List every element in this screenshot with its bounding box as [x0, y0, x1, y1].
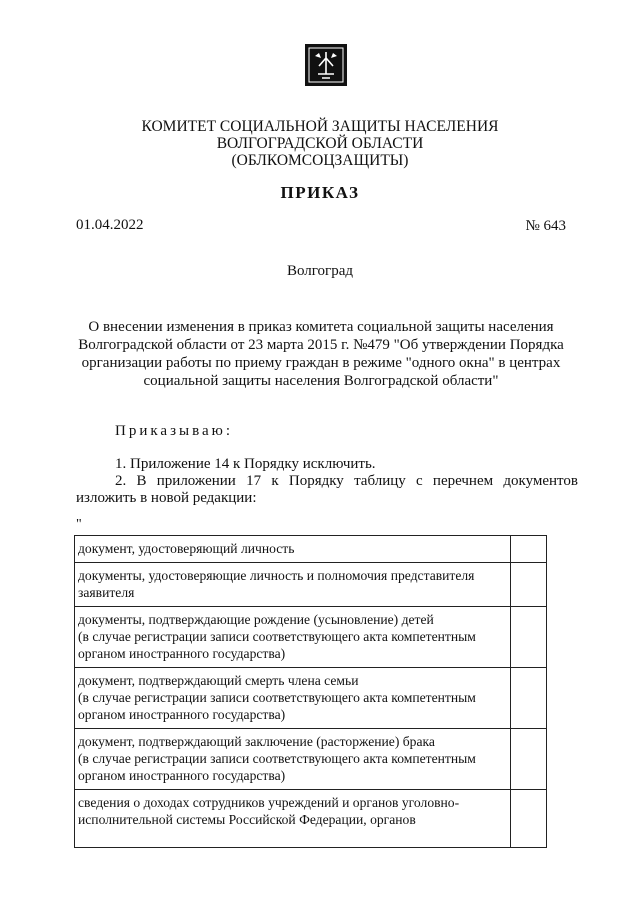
city-name: Волгоград	[286, 263, 353, 279]
order-heading: О внесении изменения в приказ комитета социальной защиты населения Волгоградской области от 23 марта 2015 г. №479 "Об утверждении Порядка организации работы по приему граждан в режиме "одного окна" в центрах социальной защиты населения Волгоградской области"	[78, 319, 564, 389]
table-row	[75, 729, 547, 790]
document-mark-cell	[510, 790, 546, 848]
opening-quote: "	[76, 517, 82, 532]
document-name-cell: документ, подтверждающий смерть члена семьи (в случае регистрации записи соответствующего акта компетентным органом иностранного государства)	[75, 668, 511, 729]
order-item-2: 2. В приложении 17 к Порядку таблицу с перечнем документов изложить в новой редакции:	[76, 473, 578, 506]
order-date: 01.04.2022	[76, 217, 144, 233]
committee-abbreviation-line: (ОБЛКОМСОЦЗАЩИТЫ)	[231, 152, 409, 169]
document-mark-cell	[510, 536, 546, 563]
document-mark-cell	[510, 729, 546, 790]
documents-table	[74, 535, 547, 848]
coat-of-arms-icon	[305, 44, 347, 86]
table-row	[75, 790, 547, 848]
order-item-1: 1. Приложение 14 к Порядку исключить.	[115, 456, 376, 472]
document-type-title: ПРИКАЗ	[280, 183, 360, 202]
document-name-cell: документ, подтверждающий заключение (расторжение) брака (в случае регистрации записи соответствующего акта компетентным органом иностранного государства)	[75, 729, 511, 790]
committee-name-line: КОМИТЕТ СОЦИАЛЬНОЙ ЗАЩИТЫ НАСЕЛЕНИЯ	[141, 118, 499, 135]
document-mark-cell	[510, 607, 546, 668]
document-mark-cell	[510, 668, 546, 729]
table-row	[75, 607, 547, 668]
document-name-cell: документы, подтверждающие рождение (усыновление) детей (в случае регистрации записи соответствующего акта компетентным органом иностранного государства)	[75, 607, 511, 668]
table-row	[75, 536, 547, 563]
document-name-cell: документы, удостоверяющие личность и полномочия представителя заявителя	[75, 563, 511, 607]
table-row	[75, 563, 547, 607]
document-name-cell: сведения о доходах сотрудников учреждений и органов уголовно-исполнительной системы Российской Федерации, органов	[75, 790, 511, 848]
document-mark-cell	[510, 563, 546, 607]
table-row	[75, 668, 547, 729]
committee-region-line: ВОЛГОГРАДСКОЙ ОБЛАСТИ	[216, 135, 424, 152]
order-number: № 643	[525, 218, 566, 234]
order-operative-word: Приказываю:	[115, 423, 233, 439]
document-name-cell: документ, удостоверяющий личность	[75, 536, 511, 563]
